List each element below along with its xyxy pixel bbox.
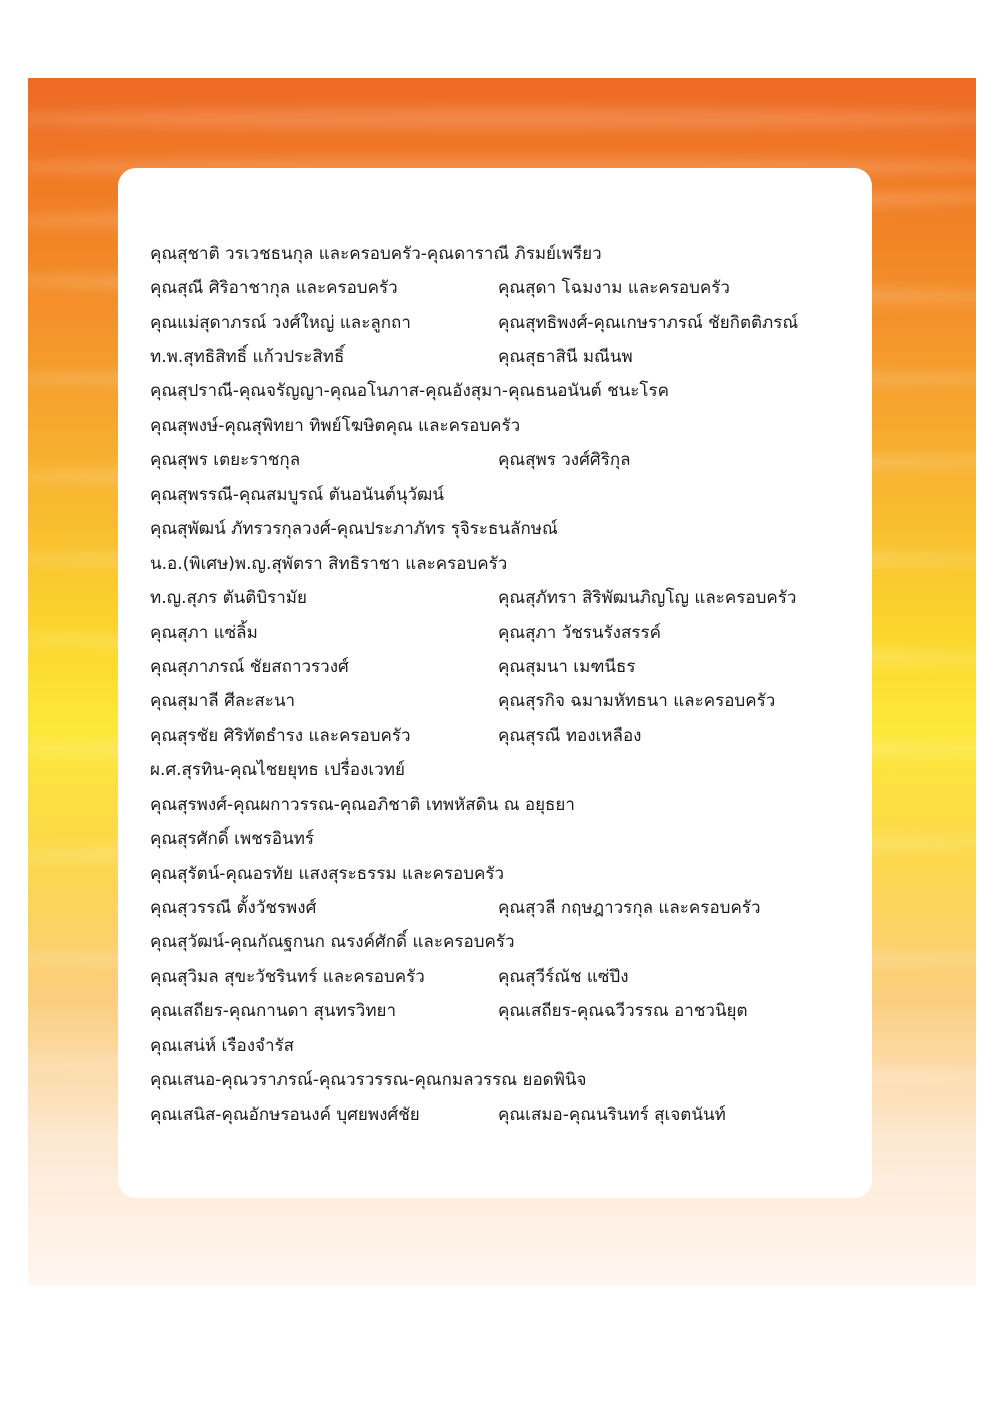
- donor-name-right: คุณสุวลี กฤษฎาวรกุล และครอบครัว: [498, 898, 761, 919]
- donor-row: [150, 443, 840, 477]
- donor-name-left: คุณสุพร เตยะราชกุล: [150, 450, 301, 471]
- donor-name-left: คุณเสถียร-คุณกานดา สุนทรวิทยา: [150, 1001, 397, 1022]
- donor-row: [150, 890, 840, 924]
- donor-name-left: คุณสุรัตน์-คุณอรทัย แสงสุระธรรม และครอบครัว: [150, 863, 505, 884]
- donor-name-left: คุณสุพัฒน์ ภัทรวรกุลวงศ์-คุณประภาภัทร รุจิระธนลักษณ์: [150, 519, 558, 540]
- donor-row: [150, 408, 840, 442]
- donor-row: [150, 615, 840, 649]
- donor-name-left: คุณสุภาภรณ์ ชัยสถาวรวงศ์: [150, 656, 349, 677]
- donor-row: [150, 1028, 840, 1062]
- donor-row: [150, 787, 840, 821]
- donor-row: [150, 649, 840, 683]
- donor-name-left: ท.ญ.สุภร ตันติบิรามัย: [150, 588, 307, 609]
- donor-name-right: คุณเสถียร-คุณฉวีวรรณ อาชวนิยุต: [498, 1001, 748, 1022]
- donor-row: [150, 753, 840, 787]
- donor-row: [150, 580, 840, 614]
- donor-row: [150, 684, 840, 718]
- donor-name-right: คุณสุภัทรา สิริพัฒนภิญโญ และครอบครัว: [498, 588, 797, 609]
- donor-name-left: คุณสุปราณี-คุณจรัญญา-คุณอโนภาส-คุณอังสุมา-คุณธนอนันต์ ชนะโรค: [150, 381, 670, 402]
- donor-name-left: คุณเสนอ-คุณวราภรณ์-คุณวรวรรณ-คุณกมลวรรณ ยอดพินิจ: [150, 1070, 587, 1091]
- donor-name-left: คุณสุพงษ์-คุณสุพิทยา ทิพย์โฆษิตคุณ และครอบครัว: [150, 415, 521, 436]
- donor-name-left: คุณสุพรรณี-คุณสมบูรณ์ ตันอนันต์นุวัฒน์: [150, 484, 445, 505]
- donor-name-left: คุณสุรชัย ศิริทัตธำรง และครอบครัว: [150, 725, 411, 746]
- donor-name-right: คุณสุรณี ทองเหลือง: [498, 725, 642, 746]
- donor-list: [150, 236, 840, 1131]
- donor-name-left: คุณสุวิมล สุขะวัชรินทร์ และครอบครัว: [150, 966, 425, 987]
- donor-row: [150, 821, 840, 855]
- donor-name-right: คุณสุภา วัชรนรังสรรค์: [498, 622, 661, 643]
- donor-row: [150, 546, 840, 580]
- donor-row: [150, 477, 840, 511]
- donor-name-left: คุณสุรศักดิ์ เพชรอินทร์: [150, 829, 315, 850]
- donor-row: [150, 959, 840, 993]
- donor-row: [150, 925, 840, 959]
- donor-row: [150, 994, 840, 1028]
- donor-name-right: คุณสุธาสินี มณีนพ: [498, 347, 633, 368]
- donor-name-left: คุณแม่สุดาภรณ์ วงศ์ใหญ่ และลูกถา: [150, 312, 411, 333]
- donor-row: [150, 512, 840, 546]
- donor-name-left: คุณสุวัฒน์-คุณกัณฐกนก ณรงค์ศักดิ์ และครอบครัว: [150, 932, 515, 953]
- donor-row: [150, 305, 840, 339]
- donor-name-left: ผ.ศ.สุรทิน-คุณไชยยุทธ เปรื่องเวทย์: [150, 760, 405, 781]
- donor-name-right: คุณสุรกิจ ฉมามหัทธนา และครอบครัว: [498, 691, 776, 712]
- donor-name-left: น.อ.(พิเศษ)พ.ญ.สุพัตรา สิทธิราชา และครอบครัว: [150, 553, 508, 574]
- donor-name-left: คุณเสนิส-คุณอักษรอนงค์ บุศยพงศ์ชัย: [150, 1104, 420, 1125]
- donor-row: [150, 339, 840, 373]
- donor-row: [150, 718, 840, 752]
- donor-name-right: คุณเสมอ-คุณนรินทร์ สุเจตนันท์: [498, 1104, 726, 1125]
- donor-row: [150, 236, 840, 270]
- donor-name-right: คุณสุวีร์ณัช แซ่ปึง: [498, 966, 629, 987]
- donor-name-right: คุณสุมนา เมฑนีธร: [498, 656, 636, 677]
- donor-name-left: ท.พ.สุทธิสิทธิ์ แก้วประสิทธิ์: [150, 347, 345, 368]
- donor-name-left: คุณสุชาติ วรเวชธนกุล และครอบครัว-คุณดาราณี ภิรมย์เพรียว: [150, 243, 602, 264]
- donor-name-right: คุณสุทธิพงศ์-คุณเกษราภรณ์ ชัยกิตติภรณ์: [498, 312, 799, 333]
- donor-name-right: คุณสุพร วงศ์ศิริกุล: [498, 450, 631, 471]
- donor-row: [150, 270, 840, 304]
- donor-row: [150, 1063, 840, 1097]
- sky-streak: [28, 108, 976, 130]
- donor-name-left: คุณสุภา แซ่ลิ้ม: [150, 622, 258, 643]
- donor-name-left: คุณสุรพงศ์-คุณผกาวรรณ-คุณอภิชาติ เทพหัสดิน ณ อยุธยา: [150, 794, 575, 815]
- donor-row: [150, 1097, 840, 1131]
- donor-row: [150, 374, 840, 408]
- donor-name-left: คุณสุวรรณี ตั้งวัชรพงศ์: [150, 898, 317, 919]
- donor-name-left: คุณสุณี ศิริอาชากุล และครอบครัว: [150, 278, 398, 299]
- donor-name-left: คุณเสน่ห์ เรืองจำรัส: [150, 1035, 295, 1056]
- donor-row: [150, 856, 840, 890]
- donor-name-left: คุณสุมาลี ศีละสะนา: [150, 691, 296, 712]
- donor-name-right: คุณสุดา โฉมงาม และครอบครัว: [498, 278, 730, 299]
